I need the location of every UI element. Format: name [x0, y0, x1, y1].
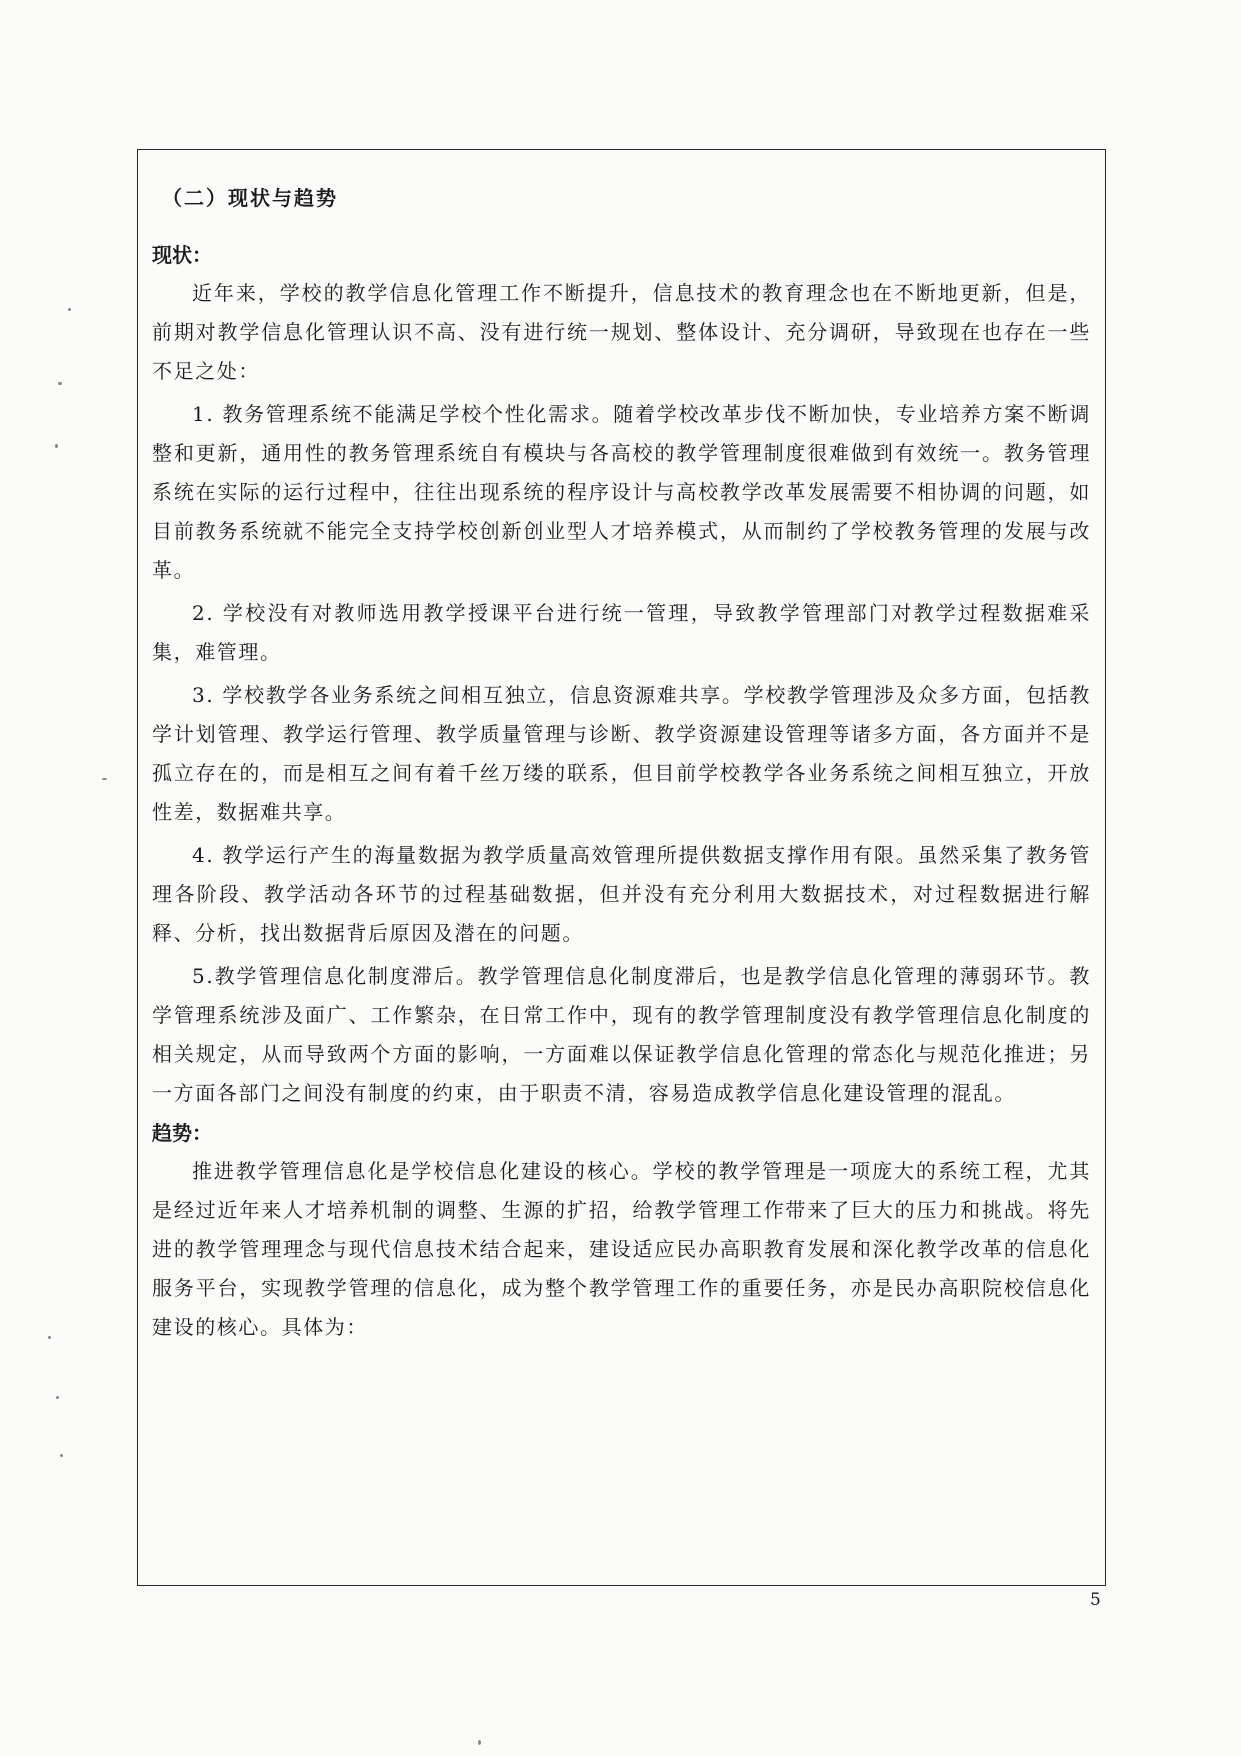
status-item-2: 2. 学校没有对教师选用教学授课平台进行统一管理，导致教学管理部门对教学过程数据难采集，难管理。 — [152, 601, 1091, 664]
scan-speck — [478, 1740, 481, 1745]
scan-speck — [55, 444, 58, 448]
page-number: 5 — [1090, 1590, 1101, 1610]
status-item-1: 1. 教务管理系统不能满足学校个性化需求。随着学校改革步伐不断加快，专业培养方案不断调整和更新，通用性的教务管理系统自有模块与各高校的教学管理制度很难做到有效统一。教务管理系统在实际的运行过程中，往往出现系统的程序设计与高校教学改革发展需要不相协调的问题，如目前教务系统就不能完全支持学校创新创业型人才培养模式，从而制约了学校教务管理的发展与改革。 — [152, 402, 1091, 582]
scan-speck — [60, 1454, 63, 1457]
trend-paragraph: 推进教学管理信息化是学校信息化建设的核心。学校的教学管理是一项庞大的系统工程，尤其是经过近年来人才培养机制的调整、生源的扩招，给教学管理工作带来了巨大的压力和挑战。将先进的教学管理理念与现代信息技术结合起来，建设适应民办高职教育发展和深化教学改革的信息化服务平台，实现教学管理的信息化，成为整个教学管理工作的重要任务，亦是民办高职院校信息化建设的核心。具体为： — [152, 1159, 1091, 1339]
status-item-3: 3. 学校教学各业务系统之间相互独立，信息资源难共享。学校教学管理涉及众多方面，包括教学计划管理、教学运行管理、教学质量管理与诊断、教学资源建设管理等诸多方面，各方面并不是孤立存在的，而是相互之间有着千丝万缕的联系，但目前学校教学各业务系统之间相互独立，开放性差，数据难共享。 — [152, 683, 1091, 824]
status-intro: 近年来，学校的教学信息化管理工作不断提升，信息技术的教育理念也在不断地更新，但是，前期对教学信息化管理认识不高、没有进行统一规划、整体设计、充分调研，导致现在也存在一些不足之处： — [152, 281, 1091, 383]
status-item-4: 4. 教学运行产生的海量数据为教学质量高效管理所提供数据支撑作用有限。虽然采集了教务管理各阶段、教学活动各环节的过程基础数据，但并没有充分利用大数据技术，对过程数据进行解释、分析，找出数据背后原因及潜在的问题。 — [152, 843, 1091, 945]
scan-speck — [48, 1336, 51, 1339]
scan-speck — [58, 382, 62, 385]
content-frame — [137, 149, 1106, 1586]
trend-heading: 趋势： — [152, 1121, 212, 1145]
scan-speck — [102, 778, 107, 780]
status-heading: 现状： — [152, 243, 212, 267]
scan-speck — [56, 1396, 59, 1399]
status-item-5: 5.教学管理信息化制度滞后。教学管理信息化制度滞后，也是教学信息化管理的薄弱环节。教学管理系统涉及面广、工作繁杂，在日常工作中，现有的教学管理制度没有教学管理信息化制度的相关规定，从而导致两个方面的影响，一方面难以保证教学信息化管理的常态化与规范化推进；另一方面各部门之间没有制度的约束，由于职责不清，容易造成教学信息化建设管理的混乱。 — [152, 964, 1091, 1105]
section-title: （二）现状与趋势 — [162, 186, 338, 210]
scan-speck — [68, 308, 71, 311]
